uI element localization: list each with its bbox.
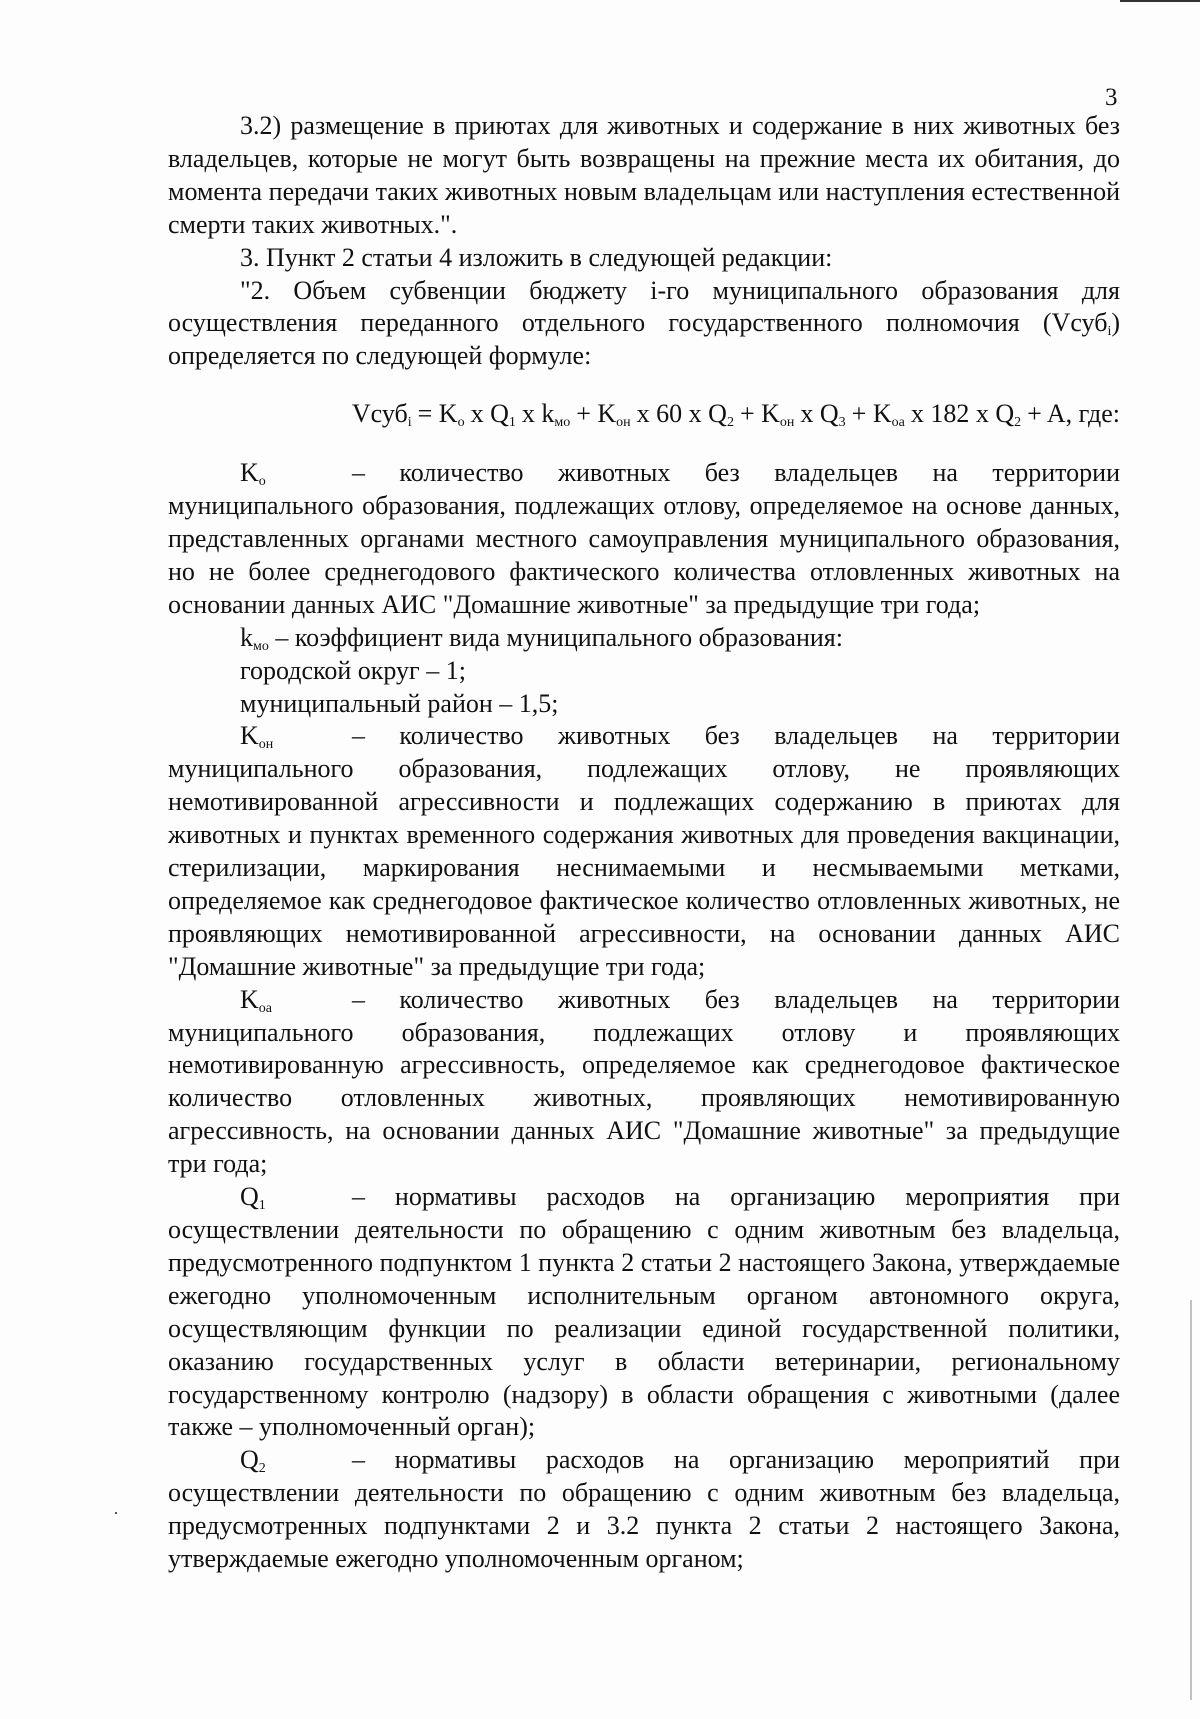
definition-kon: $K_{он}$ – количество животных без владельцев на территории муниципального образования, подлежащих отлову, не проявляющих немотивированной агрессивности и подлежащих содержанию в приютах для животных и пунктах временного содержания животных для проведения вакцинации, стерилизации, маркирования неснимаемыми и несмываемыми метками, определяемое как среднегодовое фактическое количество отловленных животных, не проявляющих немотивированной агрессивности, на основании данных АИС "Домашние животные" за предыдущие три года;	[168, 721, 1120, 981]
paragraph-subvention-volume: "2. Объем субвенции бюджету i-го муниципального образования для осуществления переданного отдельного государственного полномочия (Vсуб$_i$) определяется по следующей формуле:	[168, 275, 1120, 371]
paragraph-3-2: 3.2) размещение в приютах для животных и содержание в них животных без владельцев, которые не могут быть возвращены на прежние места их обитания, до момента передачи таких животных новым владельцам или наступления естественной смерти таких животных.".	[168, 111, 1120, 239]
definition-q2: $Q_2$ – нормативы расходов на организацию мероприятий при осуществлении деятельности по обращению с одним животным без владельца, предусмотренных подпунктами 2 и 3.2 пункта 2 статьи 2 настоящего Закона, утверждаемые ежегодно уполномоченным органом;	[168, 1445, 1120, 1574]
page-number: 3	[1105, 84, 1118, 111]
scan-artifact-edge	[1190, 1300, 1192, 1700]
document-body	[168, 110, 1120, 1576]
scan-artifact-dot	[115, 1512, 117, 1514]
scan-artifact-top-line	[1120, 0, 1200, 2]
definition-kmo-case-urban: городской округ – 1;	[240, 655, 466, 685]
subvention-formula: Vсуб$_i$ = $K_o$ x $Q_1$ x $k_{мо} + K_{он}$ x 60 x $Q_2 + K_{он}$ x $Q_3 + K_{оа}$ x 182 x $Q_2 + A$, где:	[351, 399, 1120, 431]
definition-ko: $K_о$ – количество животных без владельцев на территории муниципального образования, подлежащих отлову, определяемое на основе данных, представленных органами местного самоуправления муниципального образования, но не более среднегодового фактического количества отловленных животных на основании данных АИС "Домашние животные" за предыдущие три года;	[168, 458, 1120, 619]
paragraph-amend-point-3: 3. Пункт 2 статьи 4 изложить в следующей редакции:	[240, 242, 833, 272]
definition-kmo: $k_{мо}$ – коэффициент вида муниципального образования:	[240, 622, 843, 654]
definition-kmo-case-district: муниципальный район – 1,5;	[240, 688, 559, 718]
definition-koa: $K_{оа}$ – количество животных без владельцев на территории муниципального образования, подлежащих отлову и проявляющих немотивированную агрессивность, определяемое как среднегодовое фактическое количество отловленных животных, проявляющих немотивированную агрессивность, на основании данных АИС "Домашние животные" за предыдущие три года;	[168, 984, 1120, 1179]
definition-q1: $Q_1$ – нормативы расходов на организацию мероприятия при осуществлении деятельности по обращению с одним животным без владельца, предусмотренного подпунктом 1 пункта 2 статьи 2 настоящего Закона, утверждаемые ежегодно уполномоченным исполнительным органом автономного округа, осуществляющим функции по реализации единой государственной политики, оказанию государственных услуг в области ветеринарии, региональному государственному контролю (надзору) в области обращения с животными (далее также – уполномоченный орган);	[168, 1182, 1120, 1442]
